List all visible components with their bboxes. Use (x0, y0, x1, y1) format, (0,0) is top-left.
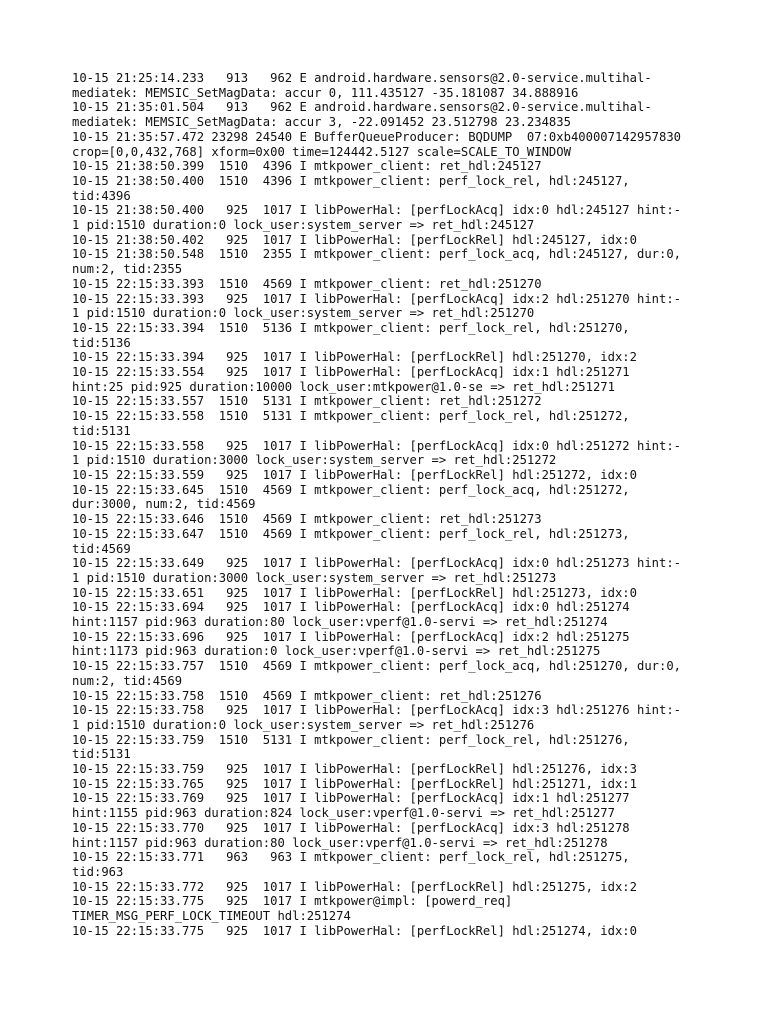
log-line: hint:1155 pid:963 duration:824 lock_user:vperf@1.0-servi => ret_hdl:251277 (72, 806, 615, 821)
log-line: mediatek: MEMSIC_SetMagData: accur 3, -22.091452 23.512798 23.234835 (72, 115, 571, 130)
log-line: 10-15 22:15:33.769 925 1017 I libPowerHal: [perfLockAcq] idx:1 hdl:251277 (72, 791, 630, 806)
log-line: 10-15 21:38:50.400 925 1017 I libPowerHal: [perfLockAcq] idx:0 hdl:245127 hint:- (72, 203, 682, 218)
log-line: mediatek: MEMSIC_SetMagData: accur 0, 111.435127 -35.181087 34.888916 (72, 85, 579, 100)
log-line: 10-15 21:38:50.400 1510 4396 I mtkpower_client: perf_lock_rel, hdl:245127, (72, 173, 630, 188)
log-line: tid:5131 (72, 423, 131, 438)
log-line: 10-15 21:38:50.548 1510 2355 I mtkpower_client: perf_lock_acq, hdl:245127, dur:0, (72, 247, 682, 262)
log-line: 10-15 21:38:50.399 1510 4396 I mtkpower_client: ret_hdl:245127 (72, 159, 542, 174)
log-line: hint:25 pid:925 duration:10000 lock_user:mtkpower@1.0-se => ret_hdl:251271 (72, 379, 615, 394)
log-line: 10-15 22:15:33.394 1510 5136 I mtkpower_client: perf_lock_rel, hdl:251270, (72, 320, 630, 335)
log-line: 10-15 21:38:50.402 925 1017 I libPowerHal: [perfLockRel] hdl:245127, idx:0 (72, 232, 637, 247)
log-line: hint:1157 pid:963 duration:80 lock_user:vperf@1.0-servi => ret_hdl:251274 (72, 615, 608, 630)
log-line: 10-15 22:15:33.759 1510 5131 I mtkpower_client: perf_lock_rel, hdl:251276, (72, 732, 630, 747)
log-line: 10-15 22:15:33.647 1510 4569 I mtkpower_client: perf_lock_rel, hdl:251273, (72, 526, 630, 541)
log-line: 10-15 22:15:33.554 925 1017 I libPowerHal: [perfLockAcq] idx:1 hdl:251271 (72, 365, 630, 380)
log-line: 10-15 22:15:33.775 925 1017 I mtkpower@impl: [powerd_req] (72, 894, 513, 909)
log-line: tid:963 (72, 864, 124, 879)
log-line: 10-15 22:15:33.558 925 1017 I libPowerHal: [perfLockAcq] idx:0 hdl:251272 hint:- (72, 438, 682, 453)
log-line: crop=[0,0,432,768] xform=0x00 time=124442.5127 scale=SCALE_TO_WINDOW (72, 144, 571, 159)
log-line: 10-15 22:15:33.694 925 1017 I libPowerHal: [perfLockAcq] idx:0 hdl:251274 (72, 600, 630, 615)
log-line: 10-15 22:15:33.649 925 1017 I libPowerHal: [perfLockAcq] idx:0 hdl:251273 hint:- (72, 556, 682, 571)
log-line: 10-15 22:15:33.772 925 1017 I libPowerHal: [perfLockRel] hdl:251275, idx:2 (72, 879, 637, 894)
log-line: 10-15 22:15:33.758 1510 4569 I mtkpower_client: ret_hdl:251276 (72, 688, 542, 703)
log-line: 10-15 22:15:33.645 1510 4569 I mtkpower_client: perf_lock_acq, hdl:251272, (72, 482, 630, 497)
log-line: 10-15 22:15:33.559 925 1017 I libPowerHal: [perfLockRel] hdl:251272, idx:0 (72, 467, 637, 482)
log-line: 10-15 22:15:33.394 925 1017 I libPowerHal: [perfLockRel] hdl:251270, idx:2 (72, 350, 637, 365)
log-line: tid:5136 (72, 335, 131, 350)
log-line: 10-15 22:15:33.770 925 1017 I libPowerHal: [perfLockAcq] idx:3 hdl:251278 (72, 820, 630, 835)
log-line: 10-15 22:15:33.393 1510 4569 I mtkpower_client: ret_hdl:251270 (72, 276, 542, 291)
log-line: 10-15 22:15:33.758 925 1017 I libPowerHal: [perfLockAcq] idx:3 hdl:251276 hint:- (72, 703, 682, 718)
log-line: 1 pid:1510 duration:3000 lock_user:system_server => ret_hdl:251273 (72, 570, 557, 585)
log-line: 10-15 21:25:14.233 913 962 E android.hardware.sensors@2.0-service.multihal- (72, 71, 652, 85)
log-line: hint:1173 pid:963 duration:0 lock_user:vperf@1.0-servi => ret_hdl:251275 (72, 644, 601, 659)
log-line: 10-15 22:15:33.696 925 1017 I libPowerHal: [perfLockAcq] idx:2 hdl:251275 (72, 629, 630, 644)
log-line: 10-15 21:35:01.504 913 962 E android.hardware.sensors@2.0-service.multihal- (72, 100, 652, 115)
log-line: 10-15 22:15:33.765 925 1017 I libPowerHal: [perfLockRel] hdl:251271, idx:1 (72, 776, 637, 791)
log-line: 10-15 22:15:33.558 1510 5131 I mtkpower_client: perf_lock_rel, hdl:251272, (72, 409, 630, 424)
log-line: tid:5131 (72, 747, 131, 762)
log-line: hint:1157 pid:963 duration:80 lock_user:vperf@1.0-servi => ret_hdl:251278 (72, 835, 608, 850)
log-line: 10-15 22:15:33.651 925 1017 I libPowerHal: [perfLockRel] hdl:251273, idx:0 (72, 585, 637, 600)
log-line: 1 pid:1510 duration:3000 lock_user:system_server => ret_hdl:251272 (72, 453, 557, 468)
log-line: num:2, tid:2355 (72, 262, 183, 277)
log-document (72, 71, 712, 938)
log-line: 1 pid:1510 duration:0 lock_user:system_server => ret_hdl:251276 (72, 717, 535, 732)
log-line: 1 pid:1510 duration:0 lock_user:system_server => ret_hdl:251270 (72, 306, 535, 321)
log-line: 10-15 22:15:33.759 925 1017 I libPowerHal: [perfLockRel] hdl:251276, idx:3 (72, 762, 637, 777)
log-line: 10-15 22:15:33.393 925 1017 I libPowerHal: [perfLockAcq] idx:2 hdl:251270 hint:- (72, 291, 682, 306)
log-line: TIMER_MSG_PERF_LOCK_TIMEOUT hdl:251274 (72, 909, 351, 924)
log-line: 1 pid:1510 duration:0 lock_user:system_server => ret_hdl:245127 (72, 218, 535, 233)
log-line: 10-15 22:15:33.775 925 1017 I libPowerHal: [perfLockRel] hdl:251274, idx:0 (72, 923, 637, 938)
log-line: 10-15 22:15:33.771 963 963 I mtkpower_client: perf_lock_rel, hdl:251275, (72, 850, 630, 865)
log-line: 10-15 21:35:57.472 23298 24540 E BufferQueueProducer: BQDUMP 07:0xb400007142957830 (72, 129, 682, 144)
log-line: dur:3000, num:2, tid:4569 (72, 497, 256, 512)
log-line: tid:4569 (72, 541, 131, 556)
log-line: 10-15 22:15:33.646 1510 4569 I mtkpower_client: ret_hdl:251273 (72, 512, 542, 527)
log-line: num:2, tid:4569 (72, 673, 183, 688)
log-line: 10-15 22:15:33.557 1510 5131 I mtkpower_client: ret_hdl:251272 (72, 394, 542, 409)
log-line: tid:4396 (72, 188, 131, 203)
log-line: 10-15 22:15:33.757 1510 4569 I mtkpower_client: perf_lock_acq, hdl:251270, dur:0, (72, 659, 682, 674)
